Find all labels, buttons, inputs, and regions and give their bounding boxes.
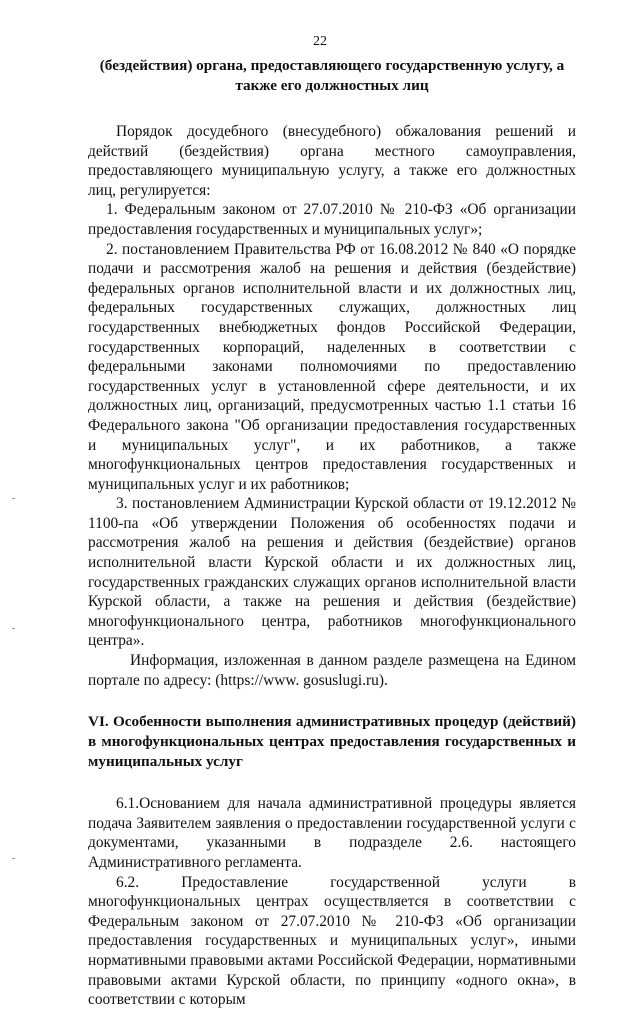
paragraph-intro: Порядок досудебного (внесудебного) обжалования решений и действий (бездействия) органа местного самоуправления, предоставляющего муниципальную услугу, а также его должностных лиц, регулируется: (88, 123, 576, 199)
page-number: 22 (313, 34, 327, 49)
section-6-heading: VI. Особенности выполнения административных процедур (действий) в многофункциональных центрах предоставления государственных и муниципальных услуг (88, 713, 576, 771)
paragraph-info: Информация, изложенная в данном разделе размещена на Едином портале по адресу: (https://www. gosuslugi.ru). (88, 652, 576, 689)
page-content (88, 56, 576, 1010)
scan-margin-mark (12, 628, 15, 629)
list-item-1: 1. Федеральным законом от 27.07.2010 № 210-ФЗ «Об организации предоставления государственных и муниципальных услуг»; (88, 201, 576, 238)
list-item-2: 2. постановлением Правительства РФ от 16.08.2012 № 840 «О порядке подачи и рассмотрения жалоб на решения и действия (бездействие) федеральных органов исполнительной власти и их должностных лиц, федеральных государственных служащих, должностных лиц государственных внебюджетных фондов Российской Федерации, государственных корпораций, наделенных в соответствии с федеральными законами полномочиями по предоставлению государственных услуг в установленной сфере деятельности, и их должностных лиц, организаций, предусмотренных частью 1.1 статьи 16 Федерального закона "Об организации предоставления государственных и муниципальных услуг", и их работников, а также многофункциональных центров предоставления государственных и муниципальных услуг и их работников; (88, 240, 576, 493)
scan-margin-mark (12, 498, 15, 499)
paragraph-6-1: 6.1.Основанием для начала административной процедуры является подача Заявителем заявления о предоставлении государственной услуги с документами, указанными в подразделе 2.6. настоящего Административного регламента. (88, 795, 576, 871)
paragraph-6-2: 6.2. Предоставление государственной услуги в многофункциональных центрах осуществляется в соответствии с Федеральным законом от 27.07.2010 № 210-ФЗ «Об организации предоставления государственных и муниципальных услуг», иными нормативными правовыми актами Российской Федерации, нормативными правовыми актами Курской области, по принципу «одного окна», в соответствии с которым (88, 873, 576, 1009)
top-heading: (бездействия) органа, предоставляющего государственную услугу, а также его должностных лиц (99, 57, 565, 94)
list-item-3: 3. постановлением Администрации Курской области от 19.12.2012 № 1100-па «Об утверждении Положения об особенностях подачи и рассмотрения жалоб на решения и действия (бездействие) органов исполнительной власти Курской области и их должностных лиц, государственных гражданских служащих органов исполнительной власти Курской области, а также на решения и действия (бездействие) многофункционального центра, работников многофункционального центра». (88, 495, 576, 650)
scan-margin-mark (12, 858, 15, 859)
